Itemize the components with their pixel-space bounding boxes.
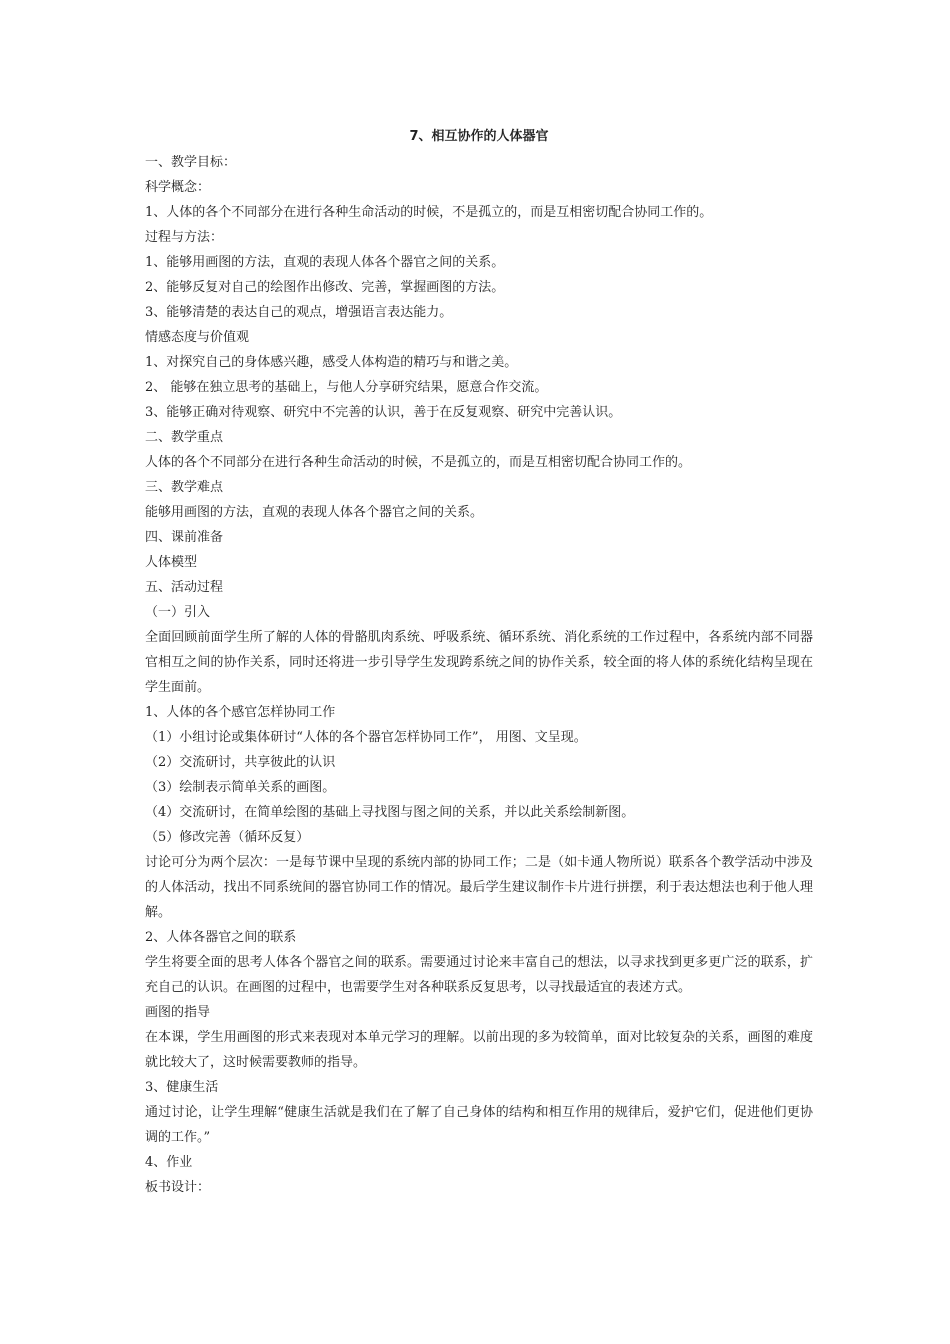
section-heading-key-points: 二、教学重点 <box>145 430 224 445</box>
step-item: （3）绘制表示简单关系的画图。 <box>145 780 336 795</box>
subheading-organ-links: 2、人体各器官之间的联系 <box>145 930 297 945</box>
text-line: 1、对探究自己的身体感兴趣，感受人体构造的精巧与和谐之美。 <box>145 355 518 370</box>
section-heading-difficulties: 三、教学难点 <box>145 480 224 495</box>
text-line: 人体的各个不同部分在进行各种生命活动的时候，不是孤立的，而是互相密切配合协同工作的。 <box>145 455 692 470</box>
subheading-introduction: （一）引入 <box>145 605 211 620</box>
subheading-attitude-values: 情感态度与价值观 <box>145 330 250 345</box>
paragraph-organ-links: 学生将要全面的思考人体各个器官之间的联系。需要通过讨论来丰富自己的想法，以寻求找到更多更广泛的联系，扩充自己的认识。在画图的过程中，也需要学生对各种联系反复思考，以寻找最适宜的表述方式。 <box>145 955 813 995</box>
subheading-senses-cooperate: 1、人体的各个感官怎样协同工作 <box>145 705 336 720</box>
section-heading-preparation: 四、课前准备 <box>145 530 224 545</box>
document-page <box>145 126 813 1200</box>
paragraph-discussion: 讨论可分为两个层次：一是每节课中呈现的系统内部的协同工作；二是（如卡通人物所说）联系各个教学活动中涉及的人体活动，找出不同系统间的器官协同工作的情况。最后学生建议制作卡片进行拼摆，利于表达想法也利于他人理解。 <box>145 855 813 920</box>
text-line: 能够用画图的方法，直观的表现人体各个器官之间的关系。 <box>145 505 484 520</box>
subheading-drawing-guide: 画图的指导 <box>145 1005 211 1020</box>
text-line: 2、 能够在独立思考的基础上，与他人分享研究结果，愿意合作交流。 <box>145 380 548 395</box>
step-item: （1）小组讨论或集体研讨“人体的各个器官怎样协同工作”， 用图、文呈现。 <box>145 730 587 745</box>
text-line: 3、能够正确对待观察、研究中不完善的认识，善于在反复观察、研究中完善认识。 <box>145 405 622 420</box>
step-item: （4）交流研讨，在简单绘图的基础上寻找图与图之间的关系，并以此关系绘制新图。 <box>145 805 635 820</box>
subheading-process-method: 过程与方法： <box>145 230 224 245</box>
text-line: 3、能够清楚的表达自己的观点，增强语言表达能力。 <box>145 305 453 320</box>
text-line: 1、能够用画图的方法，直观的表现人体各个器官之间的关系。 <box>145 255 505 270</box>
subheading-homework: 4、作业 <box>145 1155 193 1170</box>
step-item: （2）交流研讨，共享彼此的认识 <box>145 755 336 770</box>
section-heading-objectives: 一、教学目标： <box>145 155 237 170</box>
paragraph-intro: 全面回顾前面学生所了解的人体的骨骼肌肉系统、呼吸系统、循环系统、消化系统的工作过程中，各系统内部不同器官相互之间的协作关系，同时还将进一步引导学生发现跨系统之间的协作关系，较全面的将人体的系统化结构呈现在学生面前。 <box>145 630 813 695</box>
text-line: 2、能够反复对自己的绘图作出修改、完善，掌握画图的方法。 <box>145 280 505 295</box>
subheading-science-concept: 科学概念： <box>145 180 211 195</box>
text-line: 1、人体的各个不同部分在进行各种生命活动的时候，不是孤立的，而是互相密切配合协同工作的。 <box>145 205 713 220</box>
step-item: （5）修改完善（循环反复） <box>145 830 310 845</box>
text-line: 人体模型 <box>145 555 198 570</box>
section-heading-activity: 五、活动过程 <box>145 580 224 595</box>
paragraph-drawing-guide: 在本课，学生用画图的形式来表现对本单元学习的理解。以前出现的多为较简单，面对比较复杂的关系，画图的难度就比较大了，这时候需要教师的指导。 <box>145 1030 813 1070</box>
subheading-healthy-life: 3、健康生活 <box>145 1080 219 1095</box>
subheading-board-design: 板书设计： <box>145 1180 211 1195</box>
document-title: 7、相互协作的人体器官 <box>409 129 549 144</box>
paragraph-healthy-life: 通过讨论，让学生理解“健康生活就是我们在了解了自己身体的结构和相互作用的规律后，爱护它们，促进他们更协调的工作。” <box>145 1105 813 1145</box>
